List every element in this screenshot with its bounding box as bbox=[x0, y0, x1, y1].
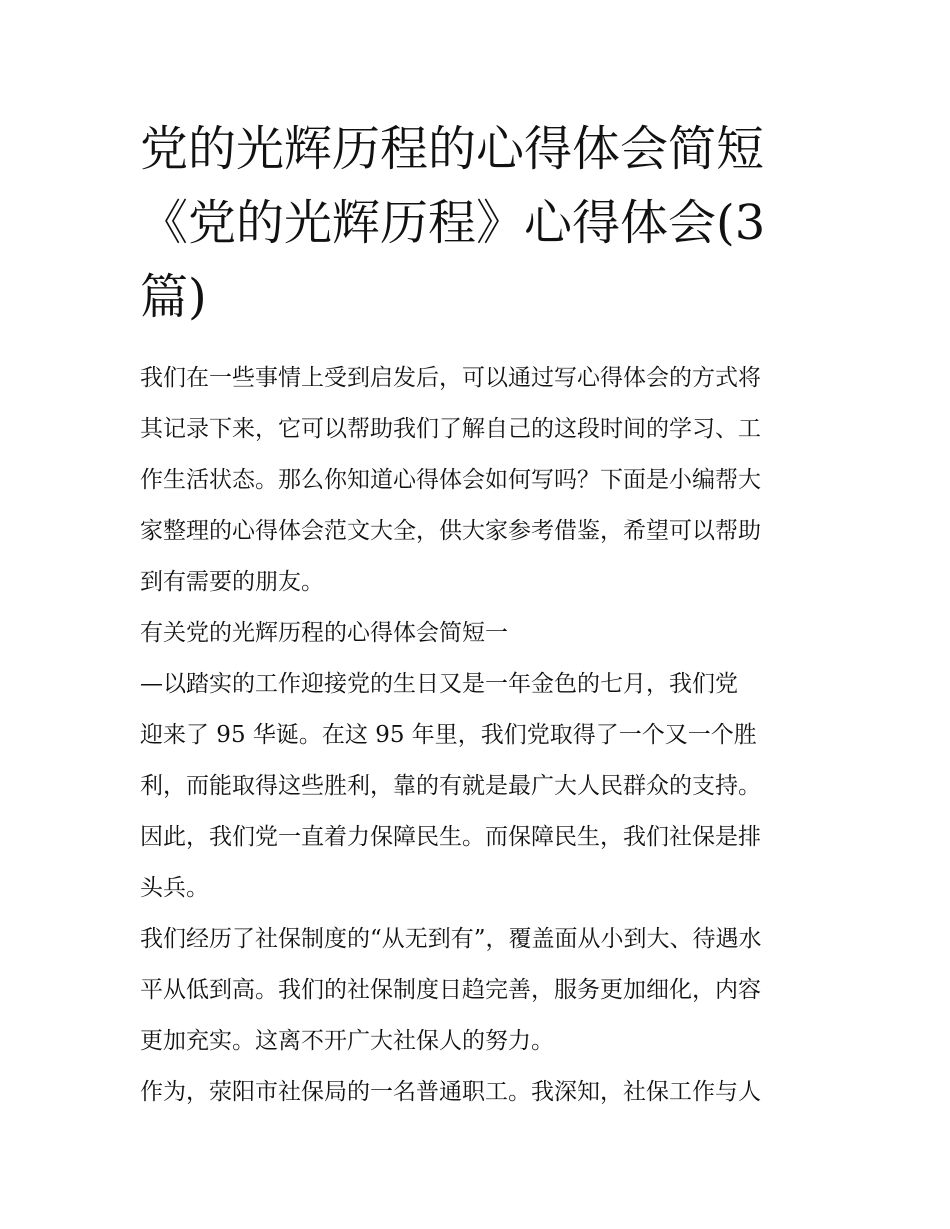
body-line: 平从低到高。我们的社保制度日趋完善，服务更加细化，内容 bbox=[140, 977, 761, 1003]
body-line: —以踏实的工作迎接党的生日又是一年金色的七月，我们党 bbox=[140, 671, 738, 697]
document-title bbox=[140, 112, 820, 334]
title-line-1: 党的光辉历程的心得体会简短 bbox=[140, 121, 765, 177]
body-line: 作生活状态。那么你知道心得体会如何写吗？下面是小编帮大 bbox=[140, 467, 761, 493]
body-line: 其记录下来，它可以帮助我们了解自己的这段时间的学习、工 bbox=[140, 416, 761, 442]
title-line-2: 《党的光辉历程》心得体会(3 bbox=[140, 195, 766, 251]
body-line: 我们经历了社保制度的“从无到有”，覆盖面从小到大、待遇水 bbox=[140, 926, 762, 952]
body-line: 迎来了 95 华诞。在这 95 年里，我们党取得了一个又一个胜 bbox=[140, 722, 757, 748]
body-line: 更加充实。这离不开广大社保人的努力。 bbox=[140, 1028, 554, 1054]
body-line: 作为，荥阳市社保局的一名普通职工。我深知，社保工作与人 bbox=[140, 1079, 761, 1105]
body-line: 头兵。 bbox=[140, 875, 209, 901]
body-line: 利，而能取得这些胜利，靠的有就是最广大人民群众的支持。 bbox=[140, 773, 761, 799]
body-line: 到有需要的朋友。 bbox=[140, 569, 324, 595]
document-body bbox=[140, 353, 820, 1118]
body-line: 因此，我们党一直着力保障民生。而保障民生，我们社保是排 bbox=[140, 824, 761, 850]
section-heading: 有关党的光辉历程的心得体会简短一 bbox=[140, 620, 508, 646]
title-line-3: 篇) bbox=[140, 269, 207, 325]
body-line: 家整理的心得体会范文大全，供大家参考借鉴，希望可以帮助 bbox=[140, 518, 761, 544]
body-line: 我们在一些事情上受到启发后，可以通过写心得体会的方式将 bbox=[140, 365, 761, 391]
